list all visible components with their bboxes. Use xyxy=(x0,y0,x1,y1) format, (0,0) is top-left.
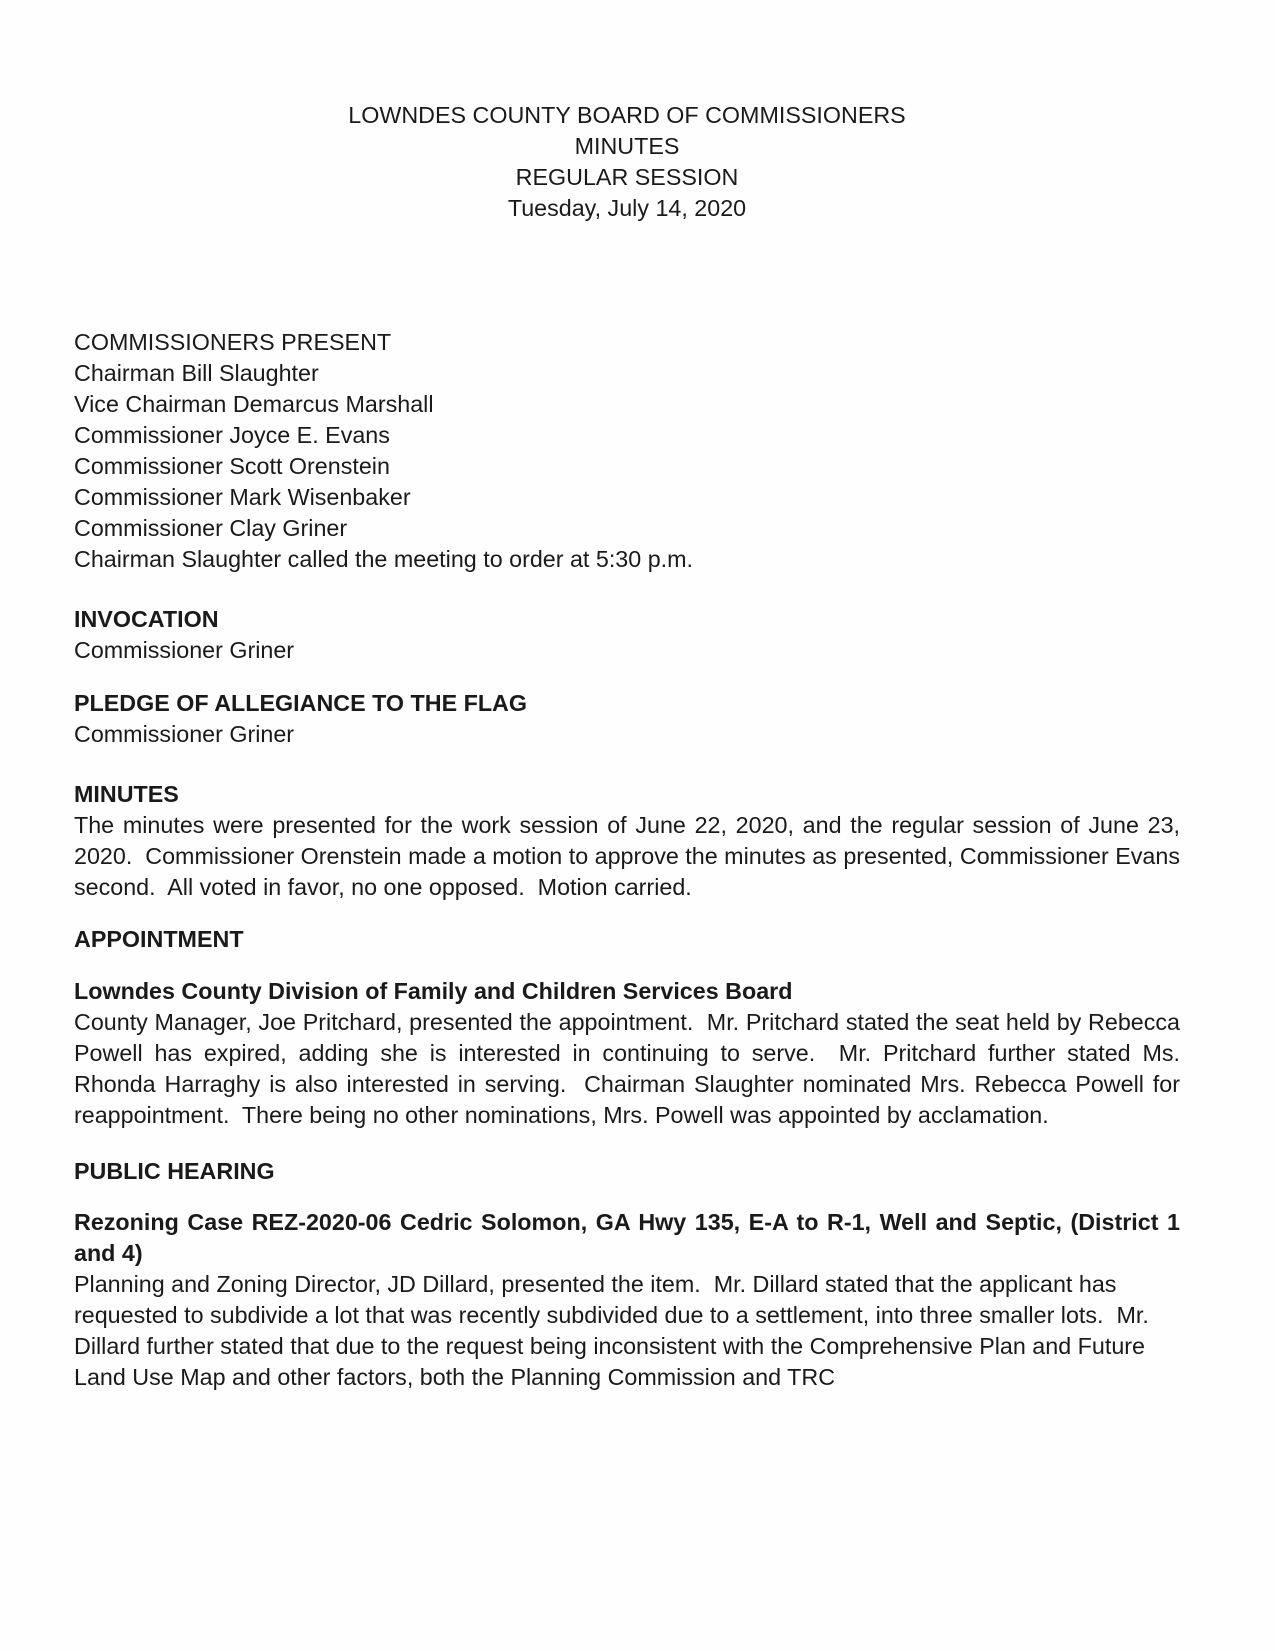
header-org-line: LOWNDES COUNTY BOARD OF COMMISSIONERS xyxy=(348,102,906,128)
commissioner-line: Commissioner Clay Griner xyxy=(74,515,348,541)
document-header xyxy=(74,100,1180,224)
rezoning-case-section xyxy=(74,1207,1187,1393)
pledge-heading: PLEDGE OF ALLEGIANCE TO THE FLAG xyxy=(74,690,528,716)
commissioner-line: Commissioner Joyce E. Evans xyxy=(74,422,390,448)
rezoning-case-title: Rezoning Case REZ-2020-06 Cedric Solomon, GA Hwy 135, E-A to R-1, Well and Septic, (District 1 and 4) xyxy=(74,1209,1187,1266)
minutes-heading: MINUTES xyxy=(74,781,179,807)
invocation-presenter: Commissioner Griner xyxy=(74,637,295,663)
commissioners-present-section xyxy=(74,327,1180,544)
header-doc-type-line: MINUTES xyxy=(574,133,680,159)
commissioners-present-heading: COMMISSIONERS PRESENT xyxy=(74,329,392,355)
public-hearing-section xyxy=(74,1156,1180,1187)
appointment-section xyxy=(74,924,1180,955)
appointment-paragraph: County Manager, Joe Pritchard, presented the appointment. Mr. Pritchard stated the seat held by Rebecca Powell has expired, adding she is interested in continuing to serve. Mr. Pritchard further stated Ms. Rhonda Harraghy is also interested in serving. Chairman Slaughter nominated Mrs. Rebecca Powell for reappointment. There being no other nominations, Mrs. Powell was appointed by acclamation. xyxy=(74,1009,1187,1128)
appointment-item-title: Lowndes County Division of Family and Children Services Board xyxy=(74,978,793,1004)
header-session-line: REGULAR SESSION xyxy=(515,164,739,190)
call-to-order-line: Chairman Slaughter called the meeting to order at 5:30 p.m. xyxy=(74,546,694,572)
minutes-section xyxy=(74,779,1187,903)
commissioner-line: Commissioner Scott Orenstein xyxy=(74,453,390,479)
commissioner-line: Vice Chairman Demarcus Marshall xyxy=(74,391,434,417)
invocation-section xyxy=(74,604,1180,666)
public-hearing-heading: PUBLIC HEARING xyxy=(74,1158,275,1184)
appointment-heading: APPOINTMENT xyxy=(74,926,244,952)
rezoning-case-paragraph: Planning and Zoning Director, JD Dillard, presented the item. Mr. Dillard stated that the applicant has requested to subdivide a lot that was recently subdivided due to a settlement, into three smaller lots. Mr. Dillard further stated that due to the request being inconsistent with the Comprehensive Plan and Future Land Use Map and other factors, both the Planning Commission and TRC xyxy=(74,1271,1156,1390)
minutes-paragraph: The minutes were presented for the work session of June 22, 2020, and the regular session of June 23, 2020. Commissioner Orenstein made a motion to approve the minutes as presented, Commissioner Evans second. All voted in favor, no one opposed. Motion carried. xyxy=(74,812,1187,900)
commissioner-line: Commissioner Mark Wisenbaker xyxy=(74,484,411,510)
appointment-item-section xyxy=(74,976,1187,1131)
header-date-line: Tuesday, July 14, 2020 xyxy=(507,195,747,221)
invocation-heading: INVOCATION xyxy=(74,606,219,632)
pledge-presenter: Commissioner Griner xyxy=(74,721,295,747)
commissioner-line: Chairman Bill Slaughter xyxy=(74,360,319,386)
pledge-section xyxy=(74,688,1180,750)
